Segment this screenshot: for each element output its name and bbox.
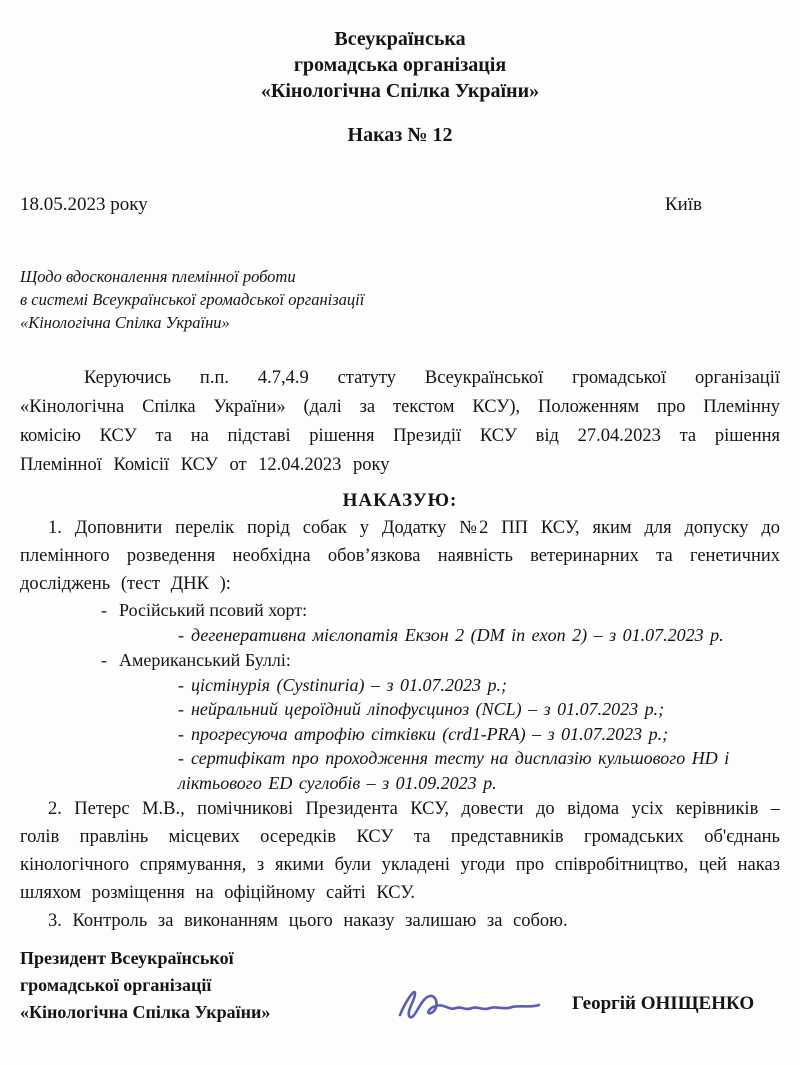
org-name-line-1: Всеукраїнська [334, 28, 466, 50]
org-name-line-2: громадська організація [293, 54, 507, 76]
subject-line-2: в системі Всеукраїнської громадської організації [20, 290, 365, 309]
list-dash: - [101, 649, 107, 670]
signature-block [20, 945, 780, 1027]
breed-requirements-list [20, 598, 780, 795]
test-item [178, 673, 780, 698]
org-header [20, 26, 780, 104]
list-dash: - [178, 699, 184, 719]
list-dash: - [101, 600, 107, 620]
test-text: сертифікат про проходження тесту на дисплазію кульшового HD і ліктьового ED суглобів – з 01.09.2023 р. [178, 748, 730, 793]
order-item-3: 3. Контроль за виконанням цього наказу залишаю за собою. [48, 911, 568, 931]
signer-title-line-3: «Кінологічна Спілка України» [20, 1002, 271, 1022]
breed-name: Американський Буллі: [119, 649, 291, 670]
signer-name: Георгій ОНІЩЕНКО [572, 993, 755, 1014]
signature-ink-path [400, 992, 539, 1017]
order-item-1: 1. Доповнити перелік порід собак у Додатку №2 ПП КСУ, яким для допуску до племінного розведення необхідна обов’язкова наявність ветеринарних та генетичних досліджень (тест ДНК ): [20, 518, 780, 594]
subject-line-3: «Кінологічна Спілка України» [20, 313, 230, 332]
decree-heading: НАКАЗУЮ: [342, 490, 458, 511]
org-name-line-3: «Кінологічна Спілка України» [260, 80, 540, 102]
breed-item [101, 598, 780, 623]
test-text: дегенеративна мієлопатія Екзон 2 (DM in exon 2) – з 01.07.2023 р. [191, 625, 724, 645]
test-item [178, 722, 780, 747]
test-text: нейральний цероїдний ліпофусциноз (NCL) – з 01.07.2023 р.; [191, 699, 665, 719]
list-dash: - [178, 625, 184, 645]
order-city: Київ [664, 194, 702, 215]
list-dash: - [178, 723, 184, 744]
test-text: цістінурія (Cystinuria) – з 01.07.2023 р.; [191, 674, 508, 695]
test-item [178, 697, 780, 722]
order-item-2: 2. Петерс М.В., помічникові Президента КСУ, довести до відома усіх керівників – голів правлінь місцевих осередків КСУ та представників громадських об'єднань кінологічного спрямування, з якими були укладені угоди про співробітництво, цей наказ шляхом розміщення на офіційному сайті КСУ. [20, 799, 780, 903]
subject-line-1: Щодо вдосконалення племінної роботи [20, 267, 296, 286]
signature-ink [388, 975, 548, 1030]
intro-paragraph: Керуючись п.п. 4.7,4.9 статуту Всеукраїнської громадської організації «Кінологічна Спілка України» (далі за текстом КСУ), Положенням про Племінну комісію КСУ та на підставі рішення Президії КСУ від 27.04.2023 та рішення Племінної Комісії КСУ от 12.04.2023 року [20, 368, 780, 475]
breed-name: Російський псовий хорт: [119, 600, 308, 620]
test-item [178, 623, 780, 648]
breed-item [101, 648, 780, 673]
signer-title-line-1: Президент Всеукраїнської [20, 948, 234, 968]
signer-title-line-2: громадської організації [20, 975, 212, 995]
order-date: 18.05.2023 року [20, 194, 148, 215]
order-number-title: Наказ № 12 [347, 124, 453, 146]
date-city-row [20, 192, 780, 217]
list-dash: - [178, 748, 184, 768]
test-text: прогресуюча атрофію сітківки (crd1-PRA) – з 01.07.2023 р.; [191, 723, 669, 744]
subject-block [20, 265, 780, 334]
test-item [178, 746, 780, 795]
list-dash: - [178, 674, 184, 695]
